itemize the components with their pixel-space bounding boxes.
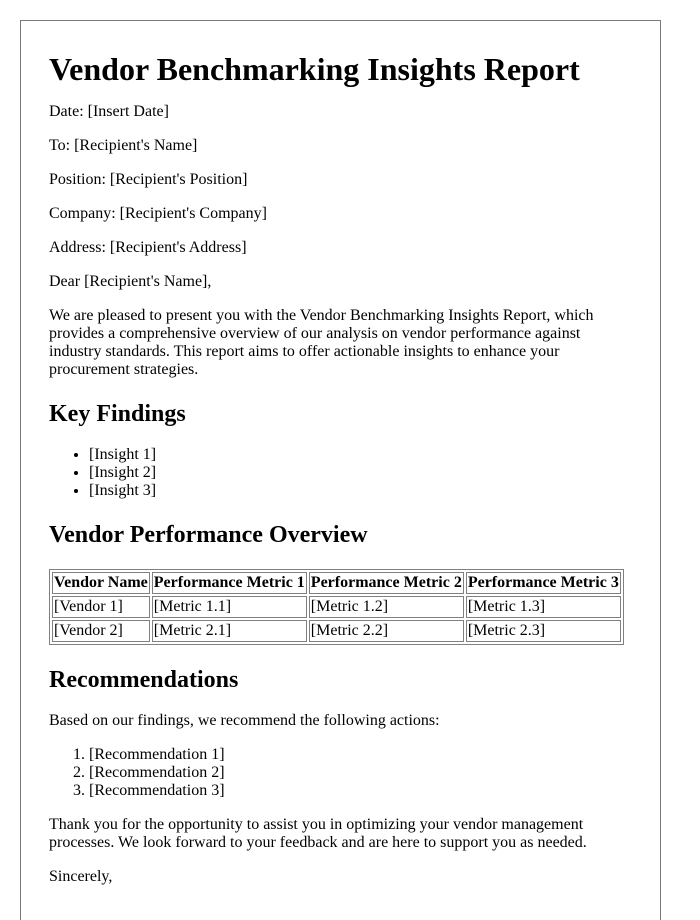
- table-cell: [Metric 1.1]: [152, 596, 307, 618]
- intro-paragraph: We are pleased to present you with the Vendor Benchmarking Insights Report, which provides a comprehensive overview of our analysis on vendor performance against industry standards. This report aims to offer actionable insights to enhance your procurement strategies.: [49, 307, 594, 378]
- table-cell: [Vendor 2]: [52, 620, 150, 642]
- table-row: [52, 596, 621, 618]
- table-cell: [Metric 2.2]: [309, 620, 464, 642]
- recommendations-heading: Recommendations: [49, 667, 239, 693]
- report-title: Vendor Benchmarking Insights Report: [49, 51, 580, 87]
- list-item: • [Insight 1]: [89, 446, 632, 464]
- table-cell: [Metric 2.1]: [152, 620, 307, 642]
- list-item: • [Insight 2]: [89, 464, 632, 482]
- position-line: Position: [Recipient's Position]: [49, 171, 248, 188]
- performance-overview-heading: Vendor Performance Overview: [49, 522, 368, 548]
- table-header-row: [52, 572, 621, 594]
- date-line: Date: [Insert Date]: [49, 103, 169, 120]
- table-cell: [Metric 1.2]: [309, 596, 464, 618]
- closing-line: Sincerely,: [49, 868, 113, 885]
- thanks-paragraph: Thank you for the opportunity to assist you in optimizing your vendor management processes. We look forward to your feedback and are here to support you as needed.: [49, 816, 587, 851]
- table-cell: [Metric 1.3]: [466, 596, 621, 618]
- column-header: Performance Metric 2: [309, 572, 464, 594]
- list-item: 1. [Recommendation 1]: [89, 746, 632, 764]
- recommendations-list: [49, 746, 632, 800]
- table-cell: [Vendor 1]: [52, 596, 150, 618]
- list-item: • [Insight 3]: [89, 482, 632, 500]
- key-findings-heading: Key Findings: [49, 401, 186, 427]
- column-header: Performance Metric 3: [466, 572, 621, 594]
- column-header: Performance Metric 1: [152, 572, 307, 594]
- address-line: Address: [Recipient's Address]: [49, 239, 247, 256]
- list-item: 3. [Recommendation 3]: [89, 782, 632, 800]
- vendor-performance-table: [49, 569, 624, 645]
- company-line: Company: [Recipient's Company]: [49, 205, 267, 222]
- recommendations-intro: Based on our findings, we recommend the following actions:: [49, 712, 440, 729]
- table-row: [52, 620, 621, 642]
- column-header: Vendor Name: [52, 572, 150, 594]
- recipient-line: To: [Recipient's Name]: [49, 137, 198, 154]
- table-cell: [Metric 2.3]: [466, 620, 621, 642]
- salutation: Dear [Recipient's Name],: [49, 273, 212, 290]
- letter-header: [49, 103, 632, 291]
- key-findings-list: [49, 446, 632, 500]
- document-page: [20, 20, 661, 920]
- list-item: 2. [Recommendation 2]: [89, 764, 632, 782]
